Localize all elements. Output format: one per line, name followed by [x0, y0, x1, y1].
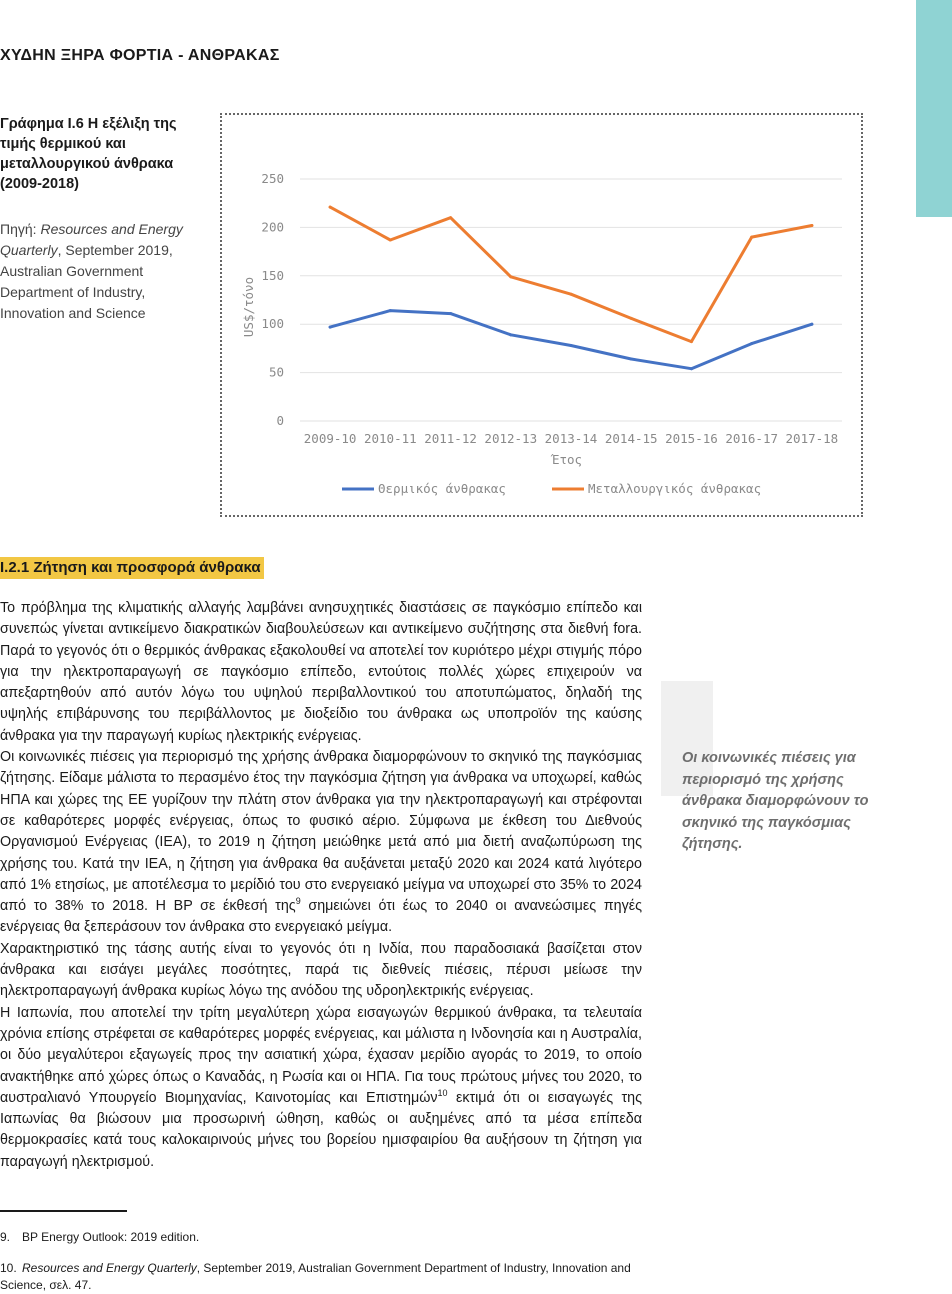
- section-title: Ι.2.1 Ζήτηση και προσφορά άνθρακα: [0, 557, 264, 579]
- footnote-9: [0, 1229, 642, 1246]
- source-label: Πηγή:: [0, 221, 37, 237]
- x-tick-label: 2009-10: [303, 431, 357, 446]
- data-point: [630, 317, 633, 320]
- footnote-10-text: , September 2019, Australian Government Department of Industry, Innovation and Science, σελ. 47.: [0, 1261, 631, 1292]
- data-point: [389, 238, 392, 241]
- x-tick-label: 2014-15: [604, 431, 658, 446]
- data-point: [810, 323, 813, 326]
- line-chart: [222, 115, 861, 515]
- footnote-ref-10[interactable]: 10: [437, 1088, 448, 1099]
- data-point: [509, 275, 512, 278]
- paragraph-2: [0, 747, 642, 939]
- data-point: [690, 367, 693, 370]
- y-tick-label: 100: [261, 316, 284, 332]
- legend-label-2: Μεταλλουργικός άνθρακας: [588, 481, 762, 496]
- data-point: [570, 344, 573, 347]
- footnote-rule: [0, 1210, 127, 1212]
- data-point: [750, 236, 753, 239]
- series-lines: [329, 206, 814, 371]
- y-axis-ticks: [261, 171, 284, 428]
- paragraph-3: Χαρακτηριστικό της τάσης αυτής είναι το γεγονός ότι η Ινδία, που παραδοσιακά βασίζεται στον άνθρακα και εισάγει μεγάλες ποσότητες, παρά τις διεθνείς πιέσεις, πέρυσι μείωσε την ηλεκτροπαραγωγή άνθρακα κυρίως λόγω της ανόδου της υδροηλεκτρικής ενέργειας.: [0, 940, 642, 1000]
- pull-quote: Οι κοινωνικές πιέσεις για περιορισμό της χρήσης άνθρακα διαμορφώνουν το σκηνικό της παγκόσμιας ζήτησης.: [682, 750, 869, 852]
- y-tick-label: 50: [268, 364, 284, 380]
- data-point: [329, 326, 332, 329]
- data-point: [329, 206, 332, 209]
- footnote-9-text: BP Energy Outlook: 2019 edition.: [22, 1230, 200, 1244]
- footnote-9-number: 9.: [0, 1230, 11, 1244]
- paragraph-2-text-end: σημειώνει ότι έως το 2040 οι ανανεώσιμες πηγές ενέργειας θα ξεπεράσουν τον άνθρακα στο ενεργειακό μείγμα.: [0, 898, 643, 936]
- paragraph-4: [0, 1003, 642, 1173]
- y-tick-label: 200: [261, 219, 284, 235]
- y-tick-label: 0: [276, 413, 284, 428]
- paragraph-4-text-end: εκτιμά ότι οι εισαγωγές της Ιαπωνίας θα βιώσουν μια προσωρινή ώθηση, καθώς οι αυξημένες από τα μέσα επίπεδα θερμοκρασίες κατά τους καλοκαιρινούς μήνες του βορείου ημισφαιρίου θα αυξήσουν τη ζήτηση για παραγωγή ηλεκτρισμού.: [0, 1089, 642, 1170]
- x-axis-ticks: [304, 431, 838, 446]
- legend-label-1: Θερμικός άνθρακας: [378, 481, 506, 496]
- data-point: [630, 358, 633, 361]
- page-header: ΧΥΔΗΝ ΞΗΡΑ ΦΟΡΤΙΑ - ΑΝΘΡΑΚΑΣ: [0, 47, 280, 64]
- y-axis-label: US$/τόνο: [241, 276, 256, 338]
- x-tick-label: 2010-11: [363, 431, 417, 446]
- data-point: [570, 293, 573, 296]
- paragraph-1: Το πρόβλημα της κλιματικής αλλαγής λαμβάνει ανησυχητικές διαστάσεις σε παγκόσμιο επίπεδο και συνεπώς γίνεται αντικείμενο διακρατικών διαβουλεύσεων και αντικείμενο συζήτησης στα διεθνή fora. Παρά το γεγονός ότι ο θερμικός άνθρακας εξακολουθεί να αποτελεί τον κυριότερο μέχρι στιγμής πόρο για την ηλεκτροπαραγωγή σε παγκόσμιο επίπεδο, εντούτοις πολλές χώρες επιχειρούν να απεξαρτηθούν από αυτόν λόγω του υψηλού περιβαλλοντικού του αποτυπώματος, δηλαδή της υψηλής επιβάρυνσης του περιβάλλοντος με διοξείδιο του άνθρακα ως υποπροϊόν της καύσης άνθρακα για την παραγωγή κυρίως ηλεκτρικής ενέργειας.: [0, 600, 642, 744]
- data-point: [449, 312, 452, 315]
- figure-source: [0, 219, 200, 324]
- source-title: Resources and Energy Quarterly: [0, 221, 183, 258]
- footnote-10-number: 10.: [0, 1261, 17, 1275]
- footnote-10: [0, 1260, 642, 1294]
- x-axis-label: Έτος: [551, 452, 583, 467]
- chart-frame: [220, 113, 863, 517]
- x-tick-label: 2015-16: [665, 431, 718, 446]
- footnote-10-title: Resources and Energy Quarterly: [22, 1261, 197, 1275]
- y-tick-label: 250: [261, 171, 284, 186]
- data-point: [509, 333, 512, 336]
- x-tick-label: 2016-17: [725, 431, 779, 446]
- x-tick-label: 2013-14: [544, 431, 598, 446]
- chart-legend: [342, 481, 761, 496]
- body-text: [0, 598, 642, 1173]
- data-point: [750, 342, 753, 345]
- source-rest: , September 2019, Australian Government Department of Industry, Innovation and Science: [0, 242, 173, 321]
- paragraph-2-text: Οι κοινωνικές πιέσεις για περιορισμό της χρήσης άνθρακα διαμορφώνουν το σκηνικό της παγκόσμιας ζήτησης. Είδαμε μάλιστα το περασμένο έτος την παγκόσμια ζήτηση για άνθρακα να υποχωρεί, καθώς ΗΠΑ και χώρες της ΕΕ γυρίζουν την πλάτη στον άνθρακα για την ηλεκτροπαραγωγή και στρέφονται σε καθαρότερες μορφές ενέργειας, όπως το φυσικό αέριο. Σύμφωνα με έκθεση του Διεθνούς Οργανισμού Ενέργειας (ΙΕΑ), το 2019 η ζήτηση μειώθηκε μετά από μια διετή αναζωπύρωση της χρήσης του. Κατά την ΙΕΑ, η ζήτηση για άνθρακα θα αυξάνεται μεταξύ 2020 και 2024 κατά λιγότερο από 1% ετησίως, με αποτέλεσμα το μερίδιό του στο ενεργειακό μείγμα να υποχωρεί στο 35% το 2024 από το 38% το 2018. Η BP σε έκθεσή της: [0, 749, 642, 915]
- data-point: [810, 224, 813, 227]
- figure-caption: Γράφημα Ι.6 Η εξέλιξη της τιμής θερμικού και μεταλλουργικού άνθρακα (2009-2018): [0, 116, 177, 192]
- x-tick-label: 2017-18: [785, 431, 839, 446]
- chart-grid: [300, 179, 842, 421]
- series-line-1: [330, 311, 812, 369]
- side-tab: [916, 0, 952, 217]
- y-tick-label: 150: [261, 267, 284, 283]
- data-point: [449, 216, 452, 219]
- data-point: [389, 309, 392, 312]
- data-point: [690, 340, 693, 343]
- x-tick-label: 2011-12: [424, 431, 477, 446]
- paragraph-4-text: Η Ιαπωνία, που αποτελεί την τρίτη μεγαλύτερη χώρα εισαγωγών θερμικού άνθρακα, τα τελευταία χρόνια επίσης στρέφεται σε καθαρότερες μορφές ενέργειας, και μάλιστα η Ινδονησία και η Αυστραλία, οι δύο μεγαλύτεροι εξαγωγείς προς την ασιατική χώρα, έχασαν μερίδιο αγοράς το 2019, το οποίο ανακτήθηκε από χώρες όπως ο Καναδάς, η Ρωσία και οι ΗΠΑ. Για τους πρώτους μήνες του 2020, το αυστραλιανό Υπουργείο Βιομηχανίας, Καινοτομίας και Επιστημών: [0, 1004, 642, 1106]
- footnote-ref-9[interactable]: 9: [295, 896, 301, 907]
- x-tick-label: 2012-13: [484, 431, 538, 446]
